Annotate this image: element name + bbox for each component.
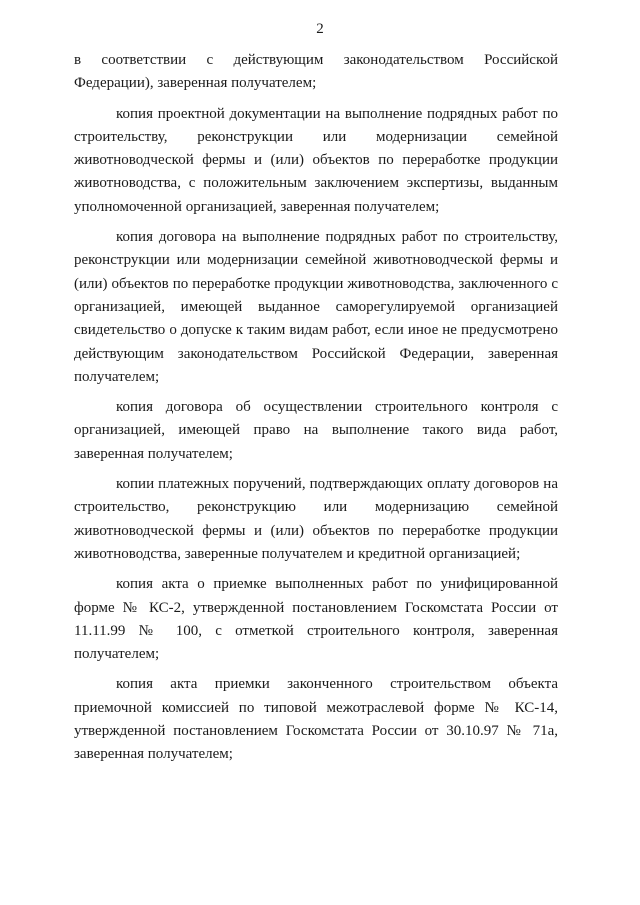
paragraph-contract-copy: копия договора на выполнение подрядных работ по строительству, реконструкции или модернизации семейной животноводческой фермы и (или) объектов по переработке продукции животноводства, заключенного с организацией, имеющей выданное саморегулируемой организацией свидетельство о допуске к таким видам работ, если иное не предусмотрено действующим законодательством Российской Федерации, заверенная получателем; — [74, 229, 558, 385]
paragraph-ks14-act: копия акта приемки законченного строительством объекта приемочной комиссией по типовой межотраслевой форме № КС-14, утвержденной постановлением Госкомстата России от 30.10.97 № 71а, заверенная получателем; — [74, 676, 558, 763]
paragraph-payment-orders: копии платежных поручений, подтверждающих оплату договоров на строительство, реконструкцию или модернизацию семейной животноводческой фермы и (или) объектов по переработке продукции животноводства, заверенные получателем и кредитной организацией; — [74, 476, 558, 562]
page-number: 2 — [316, 21, 324, 37]
paragraph-ks2-act: копия акта о приемке выполненных работ по унифицированной форме № КС-2, утвержденной постановлением Госкомстата России от 11.11.99 № 100, с отметкой строительного контроля, заверенная получателем; — [74, 576, 558, 663]
paragraph-construction-control: копия договора об осуществлении строительного контроля с организацией, имеющей право на выполнение такого вида работ, заверенная получателем; — [74, 399, 558, 462]
paragraph-project-documentation: копия проектной документации на выполнение подрядных работ по строительству, реконструкции или модернизации семейной животноводческой фермы и (или) объектов по переработке продукции животноводства, с положительным заключением экспертизы, выданным уполномоченной организацией, заверенная получателем; — [74, 105, 558, 215]
document-body — [74, 49, 558, 774]
paragraph-continuation: в соответствии с действующим законодательством Российской Федерации), заверенная получателем; — [74, 52, 558, 92]
